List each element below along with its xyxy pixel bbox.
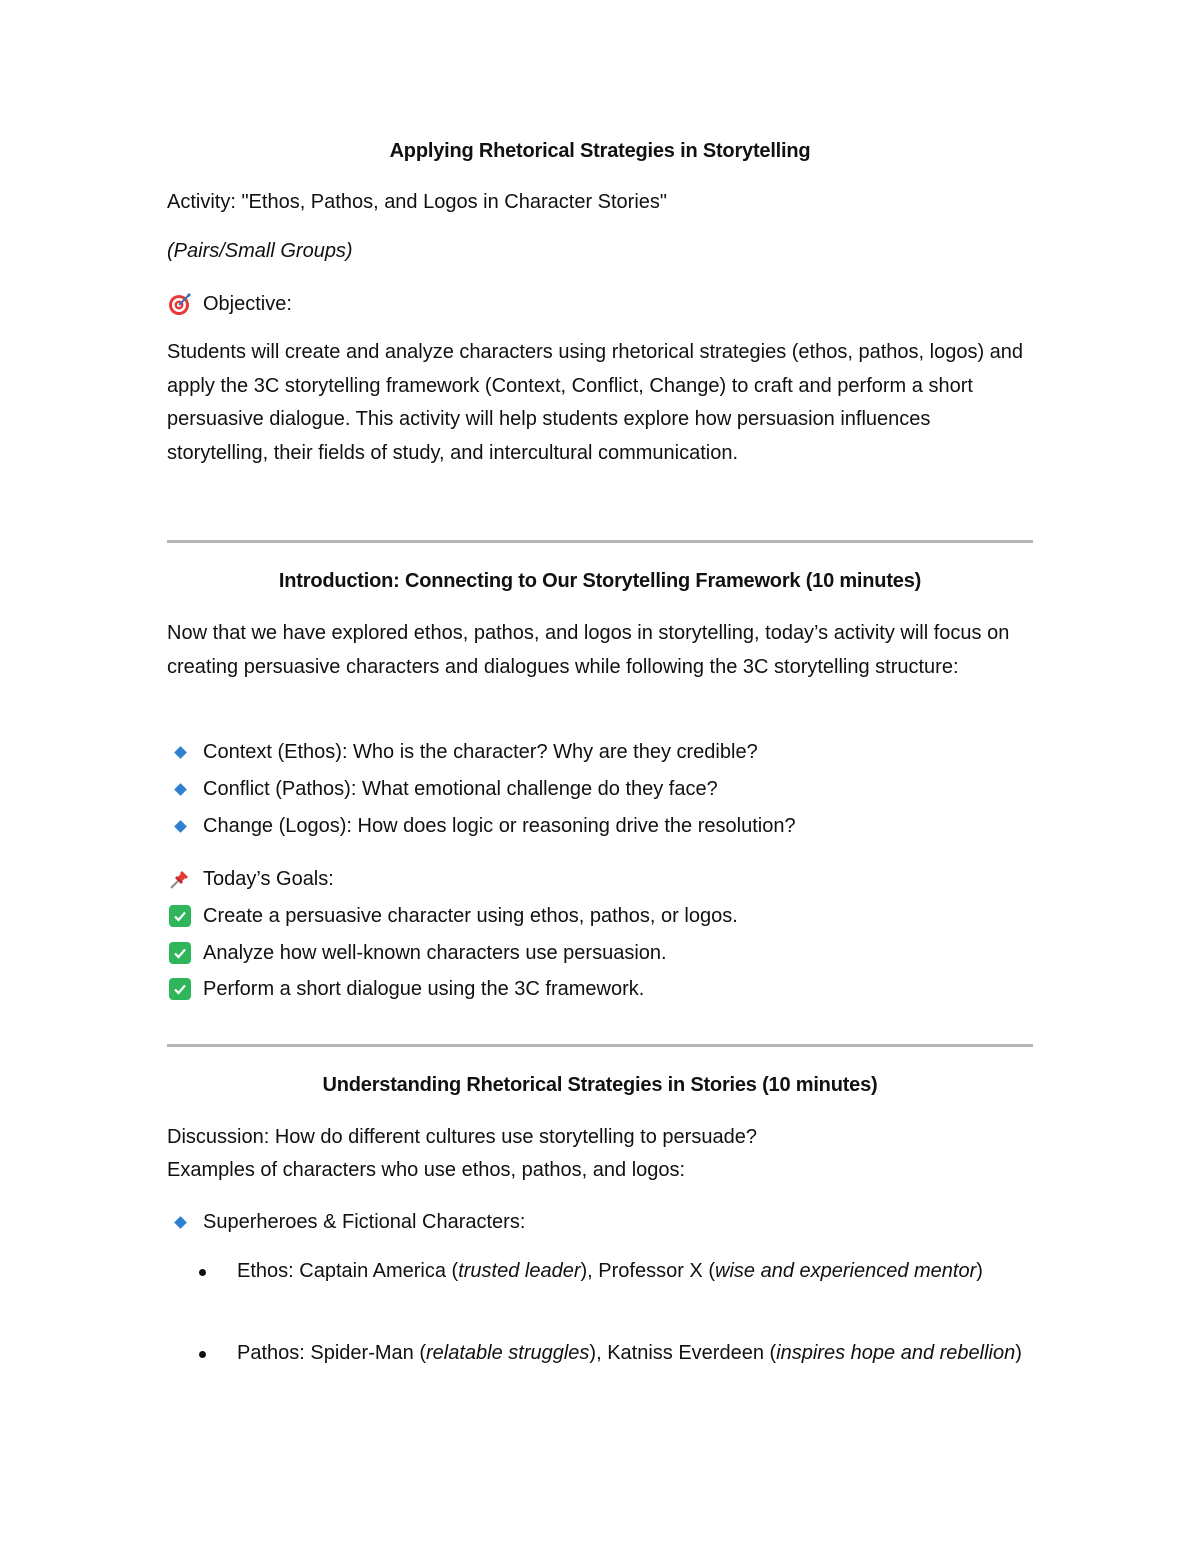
- group-note: (Pairs/Small Groups): [167, 240, 353, 262]
- goals-heading: [167, 864, 334, 894]
- bullet-dot-icon: [167, 1255, 237, 1289]
- bullet-dot-icon: [167, 1337, 237, 1371]
- section-divider: [167, 540, 1033, 543]
- diamond-bullet-icon: [167, 822, 193, 831]
- goals-label: Today’s Goals:: [203, 867, 334, 890]
- list-item: Superheroes & Fictional Characters:: [167, 1207, 525, 1237]
- goal-item: Create a persuasive character using ethos, pathos, or logos.: [167, 901, 738, 931]
- list-item: Change (Logos): How does logic or reasoning drive the resolution?: [167, 811, 796, 841]
- list-item: Conflict (Pathos): What emotional challenge do they face?: [167, 774, 718, 804]
- intro-heading: Introduction: Connecting to Our Storytelling Framework (10 minutes): [278, 570, 922, 592]
- target-icon: [167, 291, 193, 317]
- understanding-heading: Understanding Rhetorical Strategies in Stories (10 minutes): [322, 1074, 878, 1096]
- diamond-bullet-icon: [167, 748, 193, 757]
- list-item: Context (Ethos): Who is the character? Why are they credible?: [167, 737, 758, 767]
- goal-item: Perform a short dialogue using the 3C framework.: [167, 974, 644, 1004]
- intro-text: Now that we have explored ethos, pathos, and logos in storytelling, today’s activity will focus on creating persuasive characters and dialogues while following the 3C storytelling structure:: [167, 622, 1010, 678]
- activity-line: Activity: "Ethos, Pathos, and Logos in Character Stories": [167, 191, 667, 213]
- diamond-bullet-icon: [167, 785, 193, 794]
- check-icon: [167, 940, 193, 966]
- discussion-line: Discussion: How do different cultures use storytelling to persuade?: [167, 1126, 757, 1148]
- check-icon: [167, 903, 193, 929]
- section-divider: [167, 1044, 1033, 1047]
- goal-item: Analyze how well-known characters use persuasion.: [167, 938, 667, 968]
- sub-list-item-pathos: Pathos: Spider-Man (relatable struggles), Katniss Everdeen (inspires hope and rebellion): [167, 1337, 1027, 1371]
- diamond-bullet-icon: [167, 1218, 193, 1227]
- page-title: Applying Rhetorical Strategies in Storytelling: [389, 140, 811, 162]
- objective-heading: [167, 289, 292, 319]
- examples-intro: Examples of characters who use ethos, pathos, and logos:: [167, 1159, 686, 1181]
- objective-text: Students will create and analyze characters using rhetorical strategies (ethos, pathos, logos) and apply the 3C storytelling framework (Context, Conflict, Change) to craft and perform a short persuasive dialogue. This activity will help students explore how persuasion influences storytelling, their fields of study, and intercultural communication.: [167, 341, 1024, 464]
- objective-label: Objective:: [203, 292, 292, 315]
- pushpin-icon: [167, 866, 193, 892]
- sub-list-item-ethos: Ethos: Captain America (trusted leader), Professor X (wise and experienced mentor): [167, 1255, 1027, 1289]
- check-icon: [167, 976, 193, 1002]
